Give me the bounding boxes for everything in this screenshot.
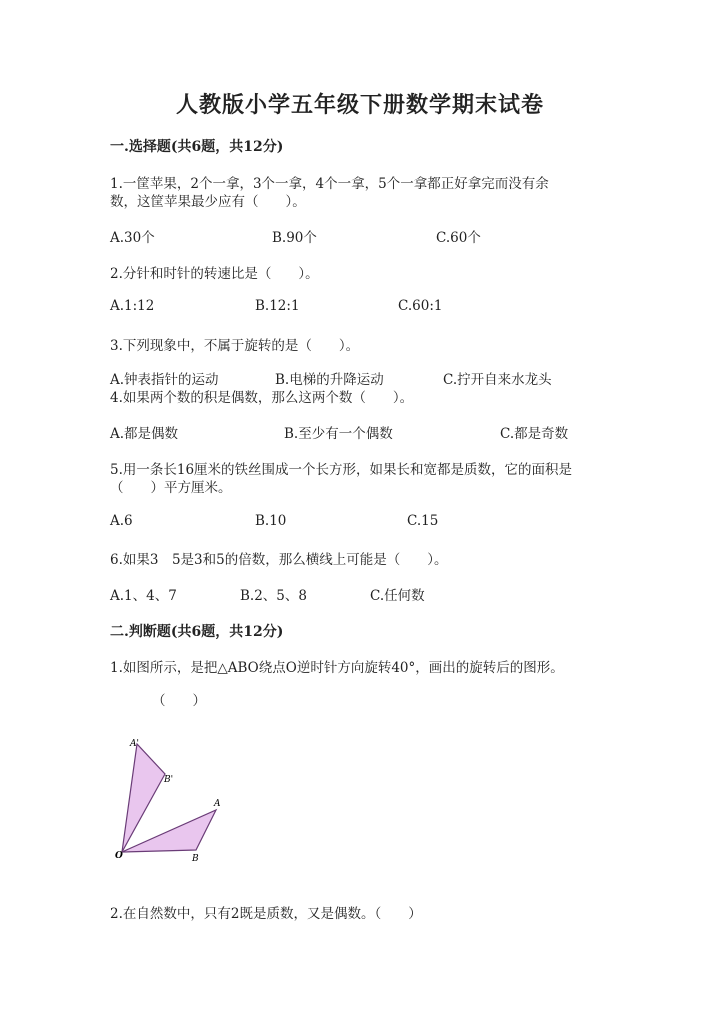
question-1-option-b: B.90个 [272,230,317,246]
question-2-option-c: C.60:1 [398,298,443,314]
question-1-option-a: A.30个 [110,230,155,246]
question-5-line-1: 5.用一条长16厘米的铁丝围成一个长方形，如果长和宽都是质数，它的面积是 [110,462,573,478]
question-2-option-b: B.12:1 [255,298,300,314]
question-4-option-b: B.至少有一个偶数 [284,426,393,442]
question-3-line-1: 3.下列现象中，不属于旋转的是（ ）。 [110,338,360,354]
question-1-line-1: 1.一筐苹果，2个一拿，3个一拿，4个一拿，5个一拿都正好拿完而没有余 [110,176,549,192]
question-3-option-c: C.拧开自来水龙头 [443,372,552,388]
judgment-1-line-1: 1.如图所示，是把△ABO绕点O逆时针方向旋转40°，画出的旋转后的图形。 [110,660,564,676]
question-6-option-b: B.2、5、8 [240,588,307,604]
judgment-1-answer-paren: （ ） [152,693,206,709]
question-6-option-c: C.任何数 [370,588,425,604]
question-3-option-a: A.钟表指针的运动 [110,372,219,388]
question-3-option-b: B.电梯的升降运动 [275,372,384,388]
question-5-option-c: C.15 [407,513,439,529]
page-title: 人教版小学五年级下册数学期末试卷 [175,92,544,118]
question-2-option-a: A.1:12 [110,298,155,314]
question-6-option-a: A.1、4、7 [110,588,177,604]
section-heading-judgment: 二.判断题(共6题，共12分) [110,624,284,640]
question-2-line-1: 2.分针和时针的转速比是（ ）。 [110,266,319,282]
question-5-option-b: B.10 [255,513,287,529]
label-b: B [192,854,199,864]
question-4-option-a: A.都是偶数 [110,426,179,442]
label-a: A [214,799,221,809]
label-b-prime: B' [164,775,174,785]
label-a-prime: A' [130,739,139,749]
rotation-figure [110,732,230,864]
question-4-line-1: 4.如果两个数的积是偶数，那么这两个数（ ）。 [110,390,414,406]
question-6-line-1: 6.如果3 5是3和5的倍数，那么横线上可能是（ ）。 [110,552,448,568]
label-o: O [115,851,123,861]
question-5-option-a: A.6 [110,513,133,529]
judgment-2-line-1: 2.在自然数中，只有2既是质数，又是偶数。（ ） [110,906,422,922]
question-1-line-2: 数，这筐苹果最少应有（ ）。 [110,194,306,210]
section-heading-choice: 一.选择题(共6题，共12分) [110,139,284,155]
question-5-line-2: （ ）平方厘米。 [110,480,232,496]
question-1-option-c: C.60个 [436,230,481,246]
question-4-option-c: C.都是奇数 [500,426,569,442]
